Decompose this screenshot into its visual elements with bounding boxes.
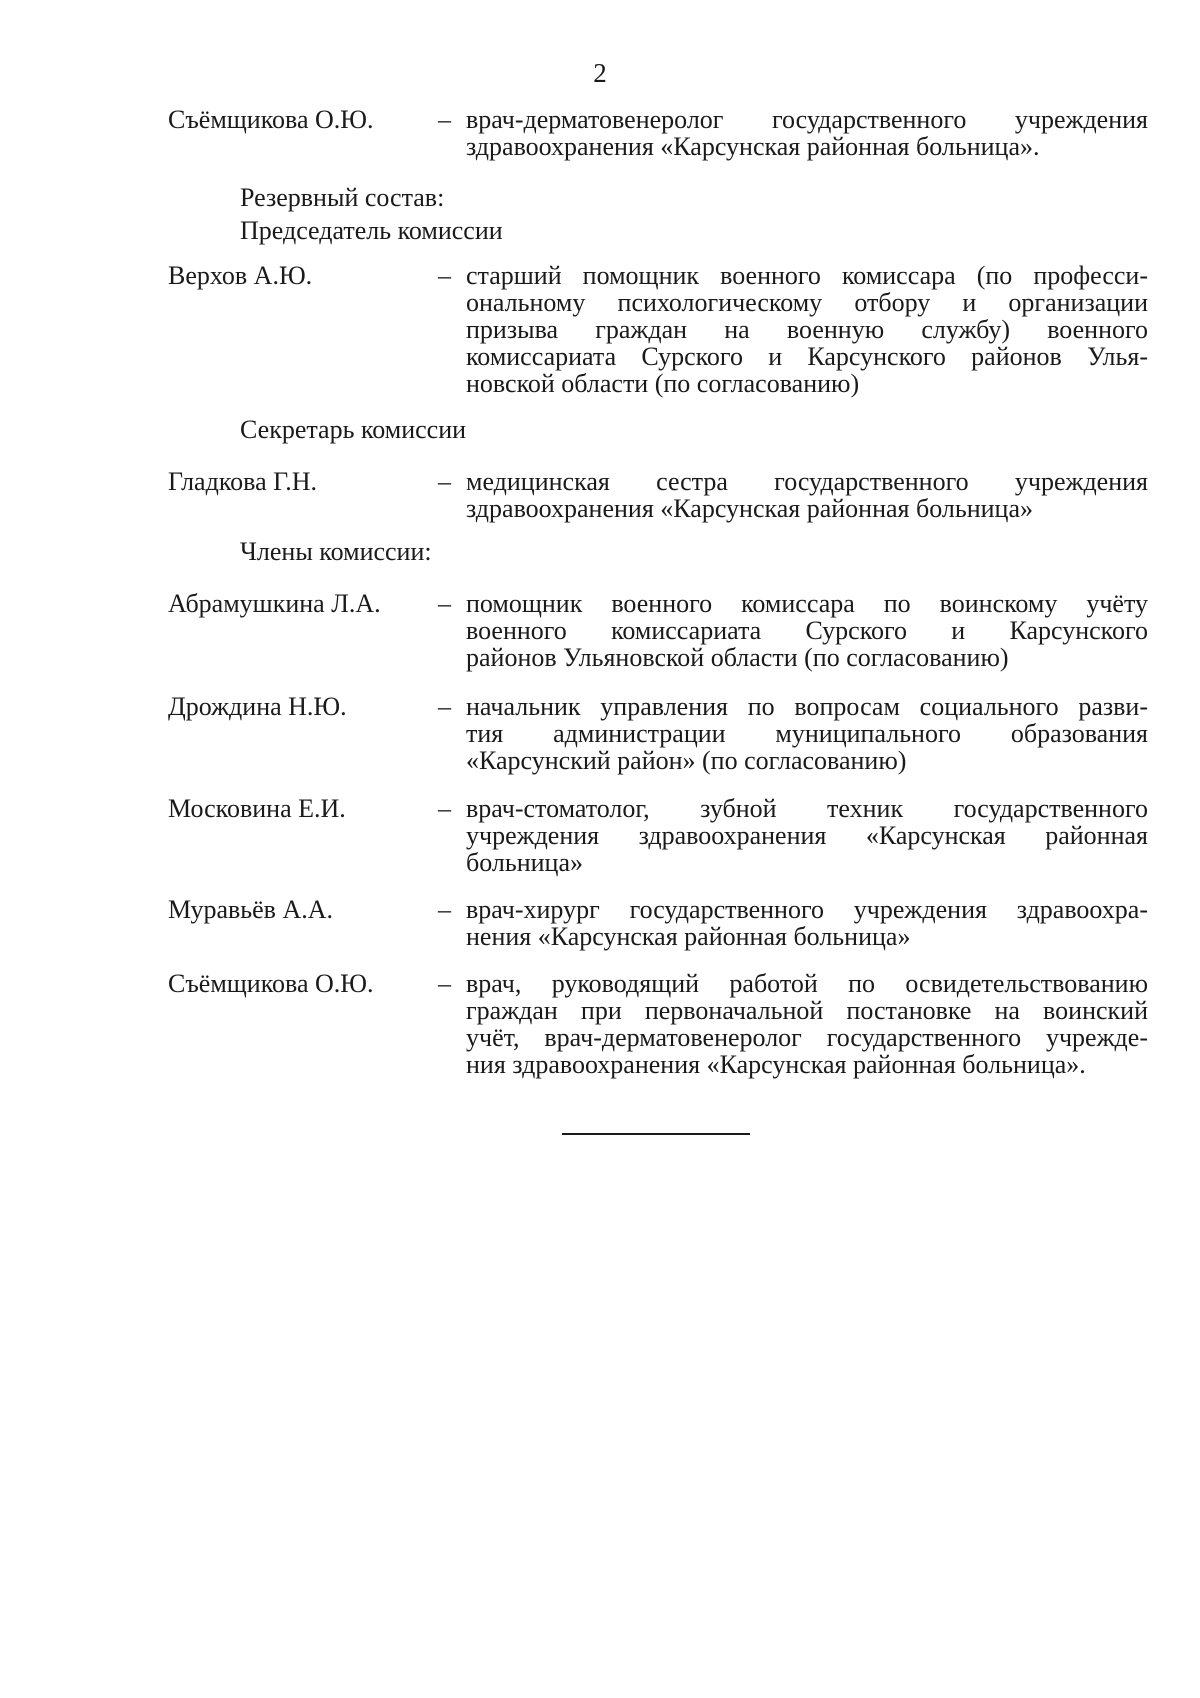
member-description bbox=[466, 795, 1148, 876]
member-description bbox=[466, 590, 1148, 671]
description-line: граждан при первоначальной постановке на воинский bbox=[466, 996, 1148, 1025]
member-description bbox=[466, 106, 1148, 160]
dash-separator: – bbox=[438, 589, 451, 618]
description-line: старший помощник военного комиссара (по професси- bbox=[466, 261, 1148, 290]
secretary-heading: Секретарь комиссии bbox=[240, 415, 467, 444]
member-name: Московина Е.И. bbox=[168, 794, 346, 823]
description-line: учреждения здравоохранения «Карсунская районная bbox=[466, 821, 1148, 850]
chairman-heading: Председатель комиссии bbox=[240, 216, 503, 245]
member-name: Съёмщикова О.Ю. bbox=[168, 105, 374, 134]
description-line: врач-стоматолог, зубной техник государственного bbox=[466, 794, 1148, 823]
description-line: районов Ульяновской области (по согласованию) bbox=[466, 643, 1009, 672]
description-line: помощник военного комиссара по воинскому учёту bbox=[466, 589, 1148, 618]
description-line: новской области (по согласованию) bbox=[466, 369, 860, 398]
member-name: Съёмщикова О.Ю. bbox=[168, 969, 374, 998]
description-line: здравоохранения «Карсунская районная больница». bbox=[466, 132, 1040, 161]
member-description bbox=[466, 468, 1148, 522]
description-line: тия администрации муниципального образования bbox=[466, 719, 1148, 748]
dash-separator: – bbox=[438, 467, 451, 496]
member-name: Дрождина Н.Ю. bbox=[168, 692, 347, 721]
description-line: врач-дерматовенеролог государственного учреждения bbox=[466, 105, 1148, 134]
description-line: военного комиссариата Сурского и Карсунского bbox=[466, 616, 1148, 645]
member-description bbox=[466, 693, 1148, 774]
member-name: Гладкова Г.Н. bbox=[168, 467, 317, 496]
member-name: Муравьёв А.А. bbox=[168, 895, 334, 924]
description-line: начальник управления по вопросам социального разви- bbox=[466, 692, 1148, 721]
reserve-heading: Резервный состав: bbox=[240, 183, 445, 212]
member-name: Абрамушкина Л.А. bbox=[168, 589, 381, 618]
description-line: здравоохранения «Карсунская районная больница» bbox=[466, 494, 1034, 523]
description-line: нения «Карсунская районная больница» bbox=[466, 922, 911, 951]
dash-separator: – bbox=[438, 105, 451, 134]
dash-separator: – bbox=[438, 969, 451, 998]
dash-separator: – bbox=[438, 895, 451, 924]
description-line: врач-хирург государственного учреждения здравоохра- bbox=[466, 895, 1148, 924]
description-line: призыва граждан на военную службу) военного bbox=[466, 315, 1148, 344]
end-of-list-rule bbox=[562, 1133, 750, 1135]
member-description bbox=[466, 896, 1148, 950]
description-line: медицинская сестра государственного учреждения bbox=[466, 467, 1148, 496]
dash-separator: – bbox=[438, 261, 451, 290]
member-description bbox=[466, 970, 1148, 1078]
dash-separator: – bbox=[438, 692, 451, 721]
member-description bbox=[466, 262, 1148, 397]
page-number: 2 bbox=[593, 58, 607, 88]
member-name: Верхов А.Ю. bbox=[168, 261, 313, 290]
description-line: учёт, врач-дерматовенеролог государственного учрежде- bbox=[466, 1023, 1148, 1052]
description-line: комиссариата Сурского и Карсунского районов Улья- bbox=[466, 342, 1148, 371]
dash-separator: – bbox=[438, 794, 451, 823]
members-heading: Члены комиссии: bbox=[240, 537, 432, 566]
description-line: больница» bbox=[466, 848, 583, 877]
description-line: ональному психологическому отбору и организации bbox=[466, 288, 1148, 317]
description-line: «Карсунский район» (по согласованию) bbox=[466, 746, 907, 775]
description-line: ния здравоохранения «Карсунская районная больница». bbox=[466, 1050, 1086, 1079]
description-line: врач, руководящий работой по освидетельствованию bbox=[466, 969, 1148, 998]
